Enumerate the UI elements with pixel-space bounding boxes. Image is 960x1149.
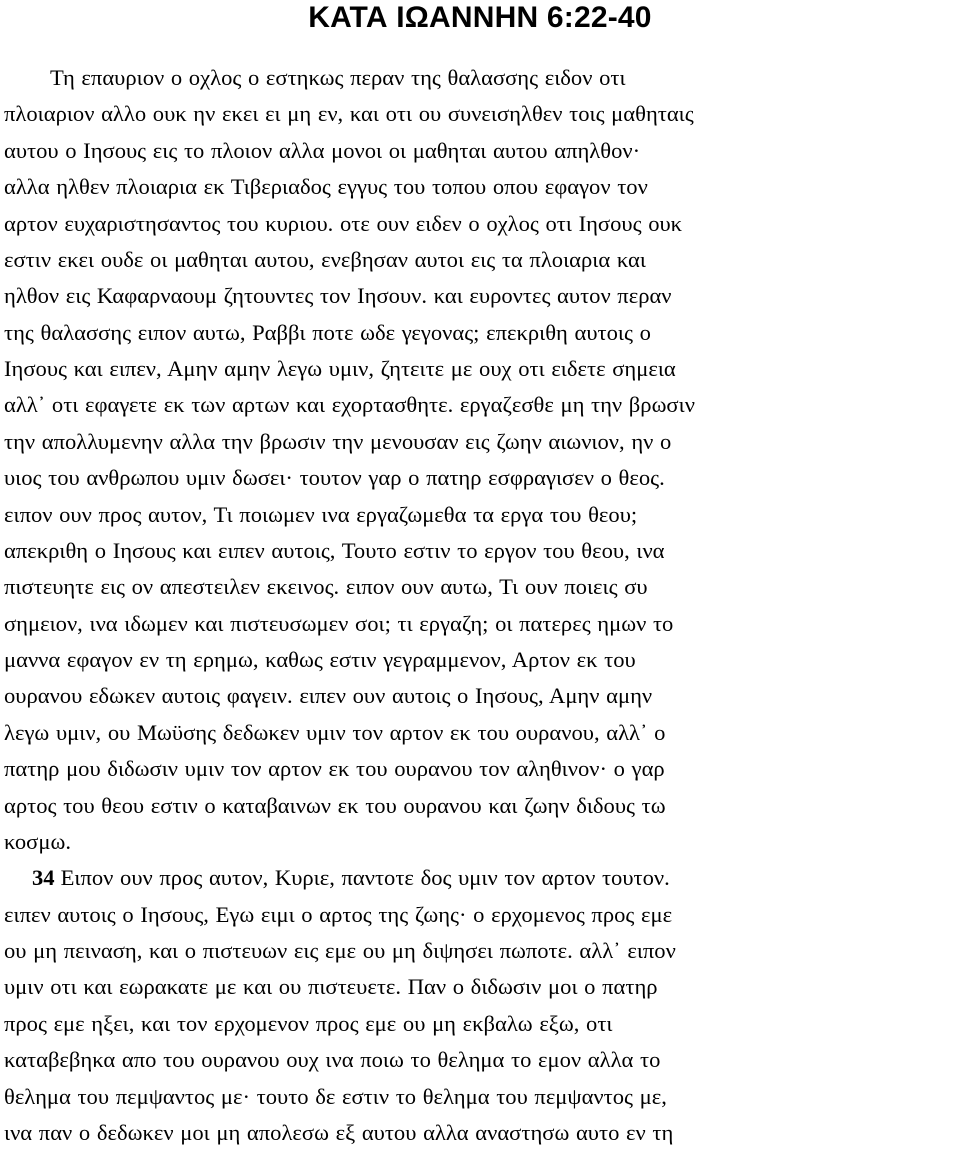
- text-line: απεκριθη ο Ιησους και ειπεν αυτοις, Τουτο εστιν το εργον του θεου, ινα: [4, 538, 665, 563]
- text-line: εστιν εκει ουδε οι μαθηται αυτου, ενεβησαν αυτοι εις τα πλοιαρια και: [4, 247, 646, 272]
- verse-number: 34: [32, 865, 55, 890]
- text-line: κοσμω.: [4, 829, 71, 854]
- page-title: ΚΑΤΑ ΙΩΑΝΝΗΝ 6:22-40: [308, 1, 652, 34]
- text-line: Τη επαυριον ο οχλος ο εστηκως περαν της θαλασσης ειδον οτι: [50, 65, 626, 90]
- text-line: υμιν οτι και εωρακατε με και ου πιστευετε. Παν ο διδωσιν μοι ο πατηρ: [4, 974, 658, 999]
- text-line: αλλ᾽ οτι εφαγετε εκ των αρτων και εχορτασθητε. εργαζεσθε μη την βρωσιν: [4, 392, 695, 417]
- text-line: καταβεβηκα απο του ουρανου ουχ ινα ποιω το θελημα το εμον αλλα το: [4, 1047, 661, 1072]
- text-line: θελημα του πεμψαντος με· τουτο δε εστιν το θελημα του πεμψαντος με,: [4, 1084, 667, 1109]
- text-line: υιος του ανθρωπου υμιν δωσει· τουτον γαρ ο πατηρ εσφραγισεν ο θεος.: [4, 465, 665, 490]
- text-line: σημειον, ινα ιδωμεν και πιστευσωμεν σοι; τι εργαζη; οι πατερες ημων το: [4, 611, 674, 636]
- text-line: αλλα ηλθεν πλοιαρια εκ Τιβεριαδος εγγυς του τοπου οπου εφαγον τον: [4, 174, 648, 199]
- text-line: ηλθον εις Καφαρναουμ ζητουντες τον Ιησουν. και ευροντες αυτον περαν: [4, 283, 672, 308]
- text-line: μαννα εφαγον εν τη ερημω, καθως εστιν γεγραμμενον, Αρτον εκ του: [4, 647, 636, 672]
- text-line: ειπεν αυτοις ο Ιησους, Εγω ειμι ο αρτος της ζωης· ο ερχομενος προς εμε: [4, 902, 673, 927]
- text-line: προς εμε ηξει, και τον ερχομενον προς εμε ου μη εκβαλω εξω, οτι: [4, 1011, 613, 1036]
- text-line: ου μη πειναση, και ο πιστευων εις εμε ου μη διψησει πωποτε. αλλ᾽ ειπον: [4, 938, 676, 963]
- text-line: ειπον ουν προς αυτον, Τι ποιωμεν ινα εργαζωμεθα τα εργα του θεου;: [4, 502, 638, 527]
- text-line: την απολλυμενην αλλα την βρωσιν την μενουσαν εις ζωην αιωνιον, ην ο: [4, 429, 672, 454]
- text-line: ινα παν ο δεδωκεν μοι μη απολεσω εξ αυτου αλλα αναστησω αυτο εν τη: [4, 1120, 674, 1145]
- text-line: λεγω υμιν, ου Μωϋσης δεδωκεν υμιν τον αρτον εκ του ουρανου, αλλ᾽ ο: [4, 720, 666, 745]
- text-line: ουρανου εδωκεν αυτοις φαγειν. ειπεν ουν αυτοις ο Ιησους, Αμην αμην: [4, 683, 653, 708]
- text-line: αρτος του θεου εστιν ο καταβαινων εκ του ουρανου και ζωην διδους τω: [4, 793, 666, 818]
- text-line: Ιησους και ειπεν, Αμην αμην λεγω υμιν, ζητειτε με ουχ οτι ειδετε σημεια: [4, 356, 676, 381]
- text-line: Ειπον ουν προς αυτον, Κυριε, παντοτε δος υμιν τον αρτον τουτον.: [60, 865, 670, 890]
- text-line: πατηρ μου διδωσιν υμιν τον αρτον εκ του ουρανου τον αληθινον· ο γαρ: [4, 756, 665, 781]
- text-line: αυτου ο Ιησους εις το πλοιον αλλα μονοι οι μαθηται αυτου απηλθον·: [4, 138, 641, 163]
- text-line: αρτον ευχαριστησαντος του κυριου. οτε ουν ειδεν ο οχλος οτι Ιησους ουκ: [4, 211, 683, 236]
- text-line: πλοιαριον αλλο ουκ ην εκει ει μη εν, και οτι ου συνεισηλθεν τοις μαθηταις: [4, 101, 694, 126]
- verse-line: [32, 861, 956, 894]
- text-line: πιστευητε εις ον απεστειλεν εκεινος. ειπον ουν αυτω, Τι ουν ποιεις συ: [4, 574, 648, 599]
- text-line: της θαλασσης ειπον αυτω, Ραββι ποτε ωδε γεγονας; επεκριθη αυτοις ο: [4, 320, 651, 345]
